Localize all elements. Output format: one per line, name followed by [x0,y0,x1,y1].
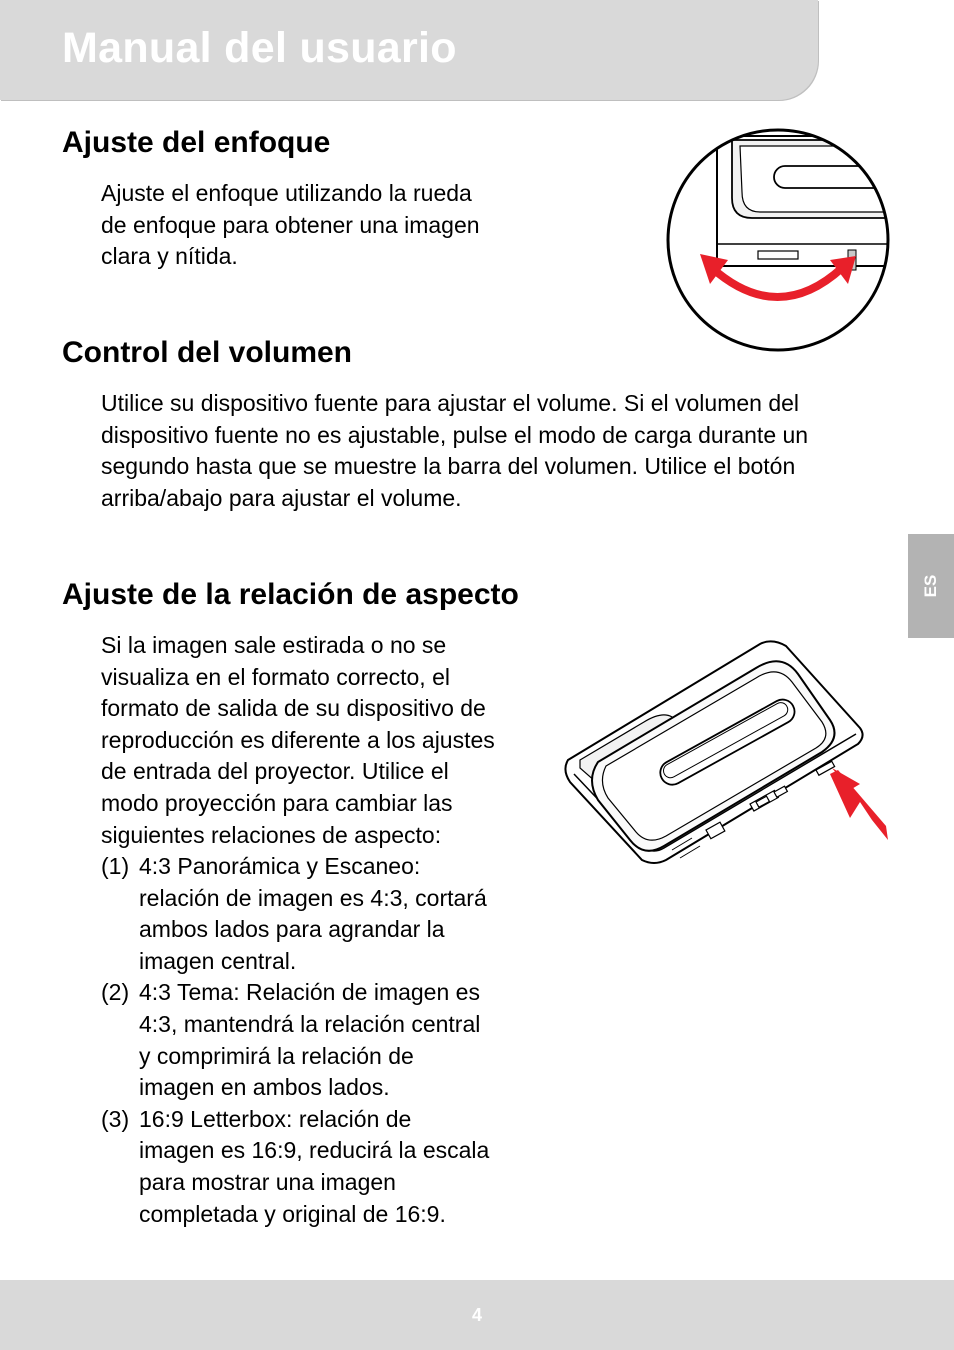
list-item [101,1104,531,1230]
list-item [101,977,531,1103]
text-line: imagen es 16:9, reducirá la escala [139,1137,490,1164]
text-line: arriba/abajo para ajustar el volume. [101,484,462,511]
list-item-text [139,851,531,977]
heading-volume: Control del volumen [62,336,353,369]
text-line: segundo hasta que se muestre la barra del volumen. Utilice el botón [101,453,796,480]
text-line: 4:3, mantendrá la relación central [139,1010,481,1037]
list-item-number: (1) [101,853,130,879]
text-line: clara y nítida. [101,243,238,270]
heading-focus: Ajuste del enfoque [62,126,331,159]
list-item-text [139,977,531,1103]
text-line: Utilice su dispositivo fuente para ajustar el volume. Si el volumen del [101,390,800,416]
list-item-number: (3) [101,1105,130,1132]
list-item-text [139,1104,531,1230]
text-line: relación de imagen es 4:3, cortará [139,884,487,911]
text-line: y comprimirá la relación de [139,1042,414,1069]
text-line: ambos lados para agrandar la [139,916,445,943]
list-item [101,851,531,977]
aspect-paragraph [101,630,495,851]
text-line: visualiza en el formato correcto, el [101,663,450,690]
text-line: imagen central. [139,947,297,974]
text-line: reproducción es diferente a los ajustes [101,726,495,753]
text-line: modo proyección para cambiar las [101,789,453,816]
page-title: Manual del usuario [62,24,457,72]
text-line: Si la imagen sale estirada o no se [101,632,447,658]
text-line: 16:9 Letterbox: relación de [139,1105,412,1132]
focus-paragraph [101,178,480,273]
list-item-number: (2) [101,979,130,1006]
text-line: 4:3 Panorámica y Escaneo: [139,853,421,879]
text-line: para mostrar una imagen [139,1168,396,1195]
volume-paragraph [101,388,808,514]
aspect-options-list [101,851,531,1230]
language-tab [908,534,954,638]
text-line: de enfoque para obtener una imagen [101,211,480,238]
text-line: de entrada del proyector. Utilice el [101,758,449,785]
text-line: siguientes relaciones de aspecto: [101,821,442,848]
focus-wheel-illustration [662,126,894,358]
projector-illustration [560,640,894,872]
text-line: dispositivo fuente no es ajustable, pulse el modo de carga durante un [101,421,809,448]
text-line: imagen en ambos lados. [139,1074,390,1101]
text-line: formato de salida de su dispositivo de [101,695,486,722]
page-number: 4 [471,1305,482,1325]
text-line: completada y original de 16:9. [139,1200,446,1227]
language-tab-label: ES [921,574,940,598]
heading-aspect: Ajuste de la relación de aspecto [62,578,519,611]
text-line: 4:3 Tema: Relación de imagen es [139,979,480,1006]
text-line: Ajuste el enfoque utilizando la rueda [101,180,472,206]
